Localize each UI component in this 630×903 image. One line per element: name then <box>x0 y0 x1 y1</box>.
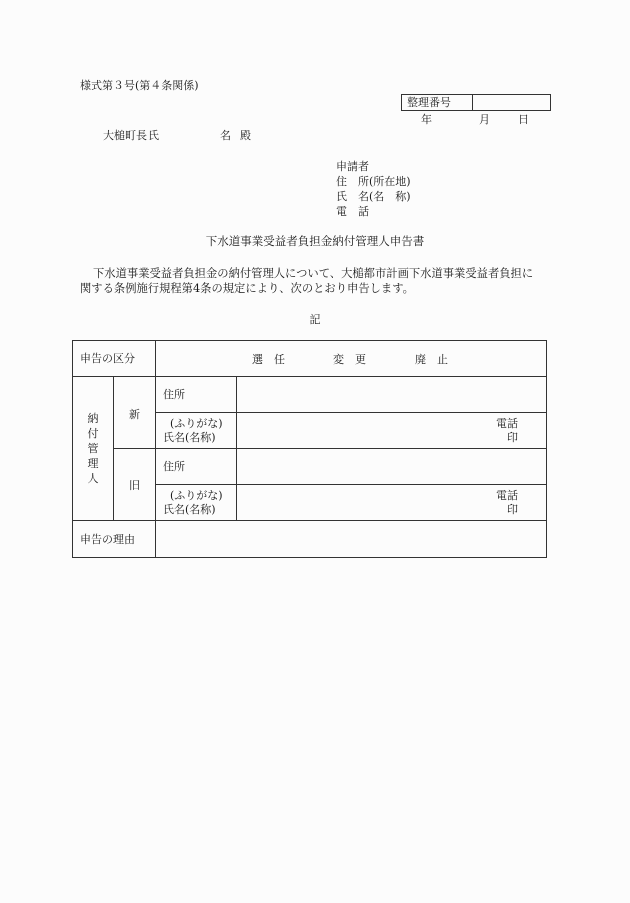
date-month-label: 月 <box>479 113 490 126</box>
applicant-address-label: 住 所(所在地) <box>336 175 411 188</box>
old-name-label: 氏名(名称) <box>163 502 216 516</box>
old-furigana-label: (ふりがな) <box>170 488 223 502</box>
reason-label: 申告の理由 <box>73 521 156 558</box>
applicant-phone-label: 電 話 <box>336 205 369 218</box>
addressee-honorific: 殿 <box>240 129 251 142</box>
manager-label <box>73 377 114 521</box>
manager-label-char: 付 <box>87 427 99 440</box>
reference-number-label: 整理番号 <box>402 95 473 110</box>
date-year-label: 年 <box>421 113 432 126</box>
addressee-shi: 氏 <box>148 129 159 142</box>
new-furigana-label: (ふりがな) <box>170 416 223 430</box>
old-label: 旧 <box>114 449 156 521</box>
manager-label-char: 人 <box>87 472 99 485</box>
reason-field[interactable] <box>156 521 547 558</box>
new-label: 新 <box>114 377 156 449</box>
new-address-label: 住所 <box>156 377 237 413</box>
new-name-label: 氏名(名称) <box>163 430 216 444</box>
table-row-old-address <box>73 449 547 485</box>
new-seal-label: 印 <box>507 430 518 444</box>
new-address-field[interactable] <box>237 377 547 413</box>
kubun-option-appoint[interactable]: 選 任 <box>252 353 285 366</box>
kubun-label: 申告の区分 <box>73 341 156 377</box>
addressee-office: 大槌町長 <box>103 129 147 142</box>
body-text <box>80 266 560 296</box>
new-name-field[interactable] <box>237 413 547 449</box>
kubun-option-abolish[interactable]: 廃 止 <box>415 353 448 366</box>
body-text-line-2: 関する条例施行規程第4条の規定により、次のとおり申告します。 <box>80 282 414 295</box>
ki-heading: 記 <box>309 313 321 326</box>
addressee-name: 名 <box>220 129 231 142</box>
applicant-title: 申請者 <box>336 160 369 173</box>
reference-number-box <box>401 94 551 111</box>
manager-label-char: 管 <box>87 442 99 455</box>
date-day-label: 日 <box>518 113 529 126</box>
old-phone-label: 電話 <box>496 488 518 502</box>
declaration-table <box>72 340 547 558</box>
form-number: 様式第３号(第４条関係) <box>80 79 199 92</box>
table-row-kubun <box>73 341 547 377</box>
applicant-block <box>336 159 411 219</box>
table-row-new-address <box>73 377 547 413</box>
old-seal-label: 印 <box>507 502 518 516</box>
manager-label-char: 理 <box>87 457 99 470</box>
kubun-option-change[interactable]: 変 更 <box>333 353 366 366</box>
old-name-field[interactable] <box>237 485 547 521</box>
kubun-options-cell <box>156 341 547 377</box>
new-name-label-cell <box>156 413 237 449</box>
old-address-label: 住所 <box>156 449 237 485</box>
table-row-reason <box>73 521 547 558</box>
document-title: 下水道事業受益者負担金納付管理人申告書 <box>205 234 425 248</box>
applicant-name-label: 氏 名(名 称) <box>336 190 411 203</box>
body-text-line-1: 下水道事業受益者負担金の納付管理人について、大槌都市計画下水道事業受益者負担に <box>93 267 534 280</box>
old-name-label-cell <box>156 485 237 521</box>
reference-number-field[interactable] <box>473 95 550 110</box>
manager-label-char: 納 <box>87 412 99 425</box>
old-address-field[interactable] <box>237 449 547 485</box>
new-phone-label: 電話 <box>496 416 518 430</box>
